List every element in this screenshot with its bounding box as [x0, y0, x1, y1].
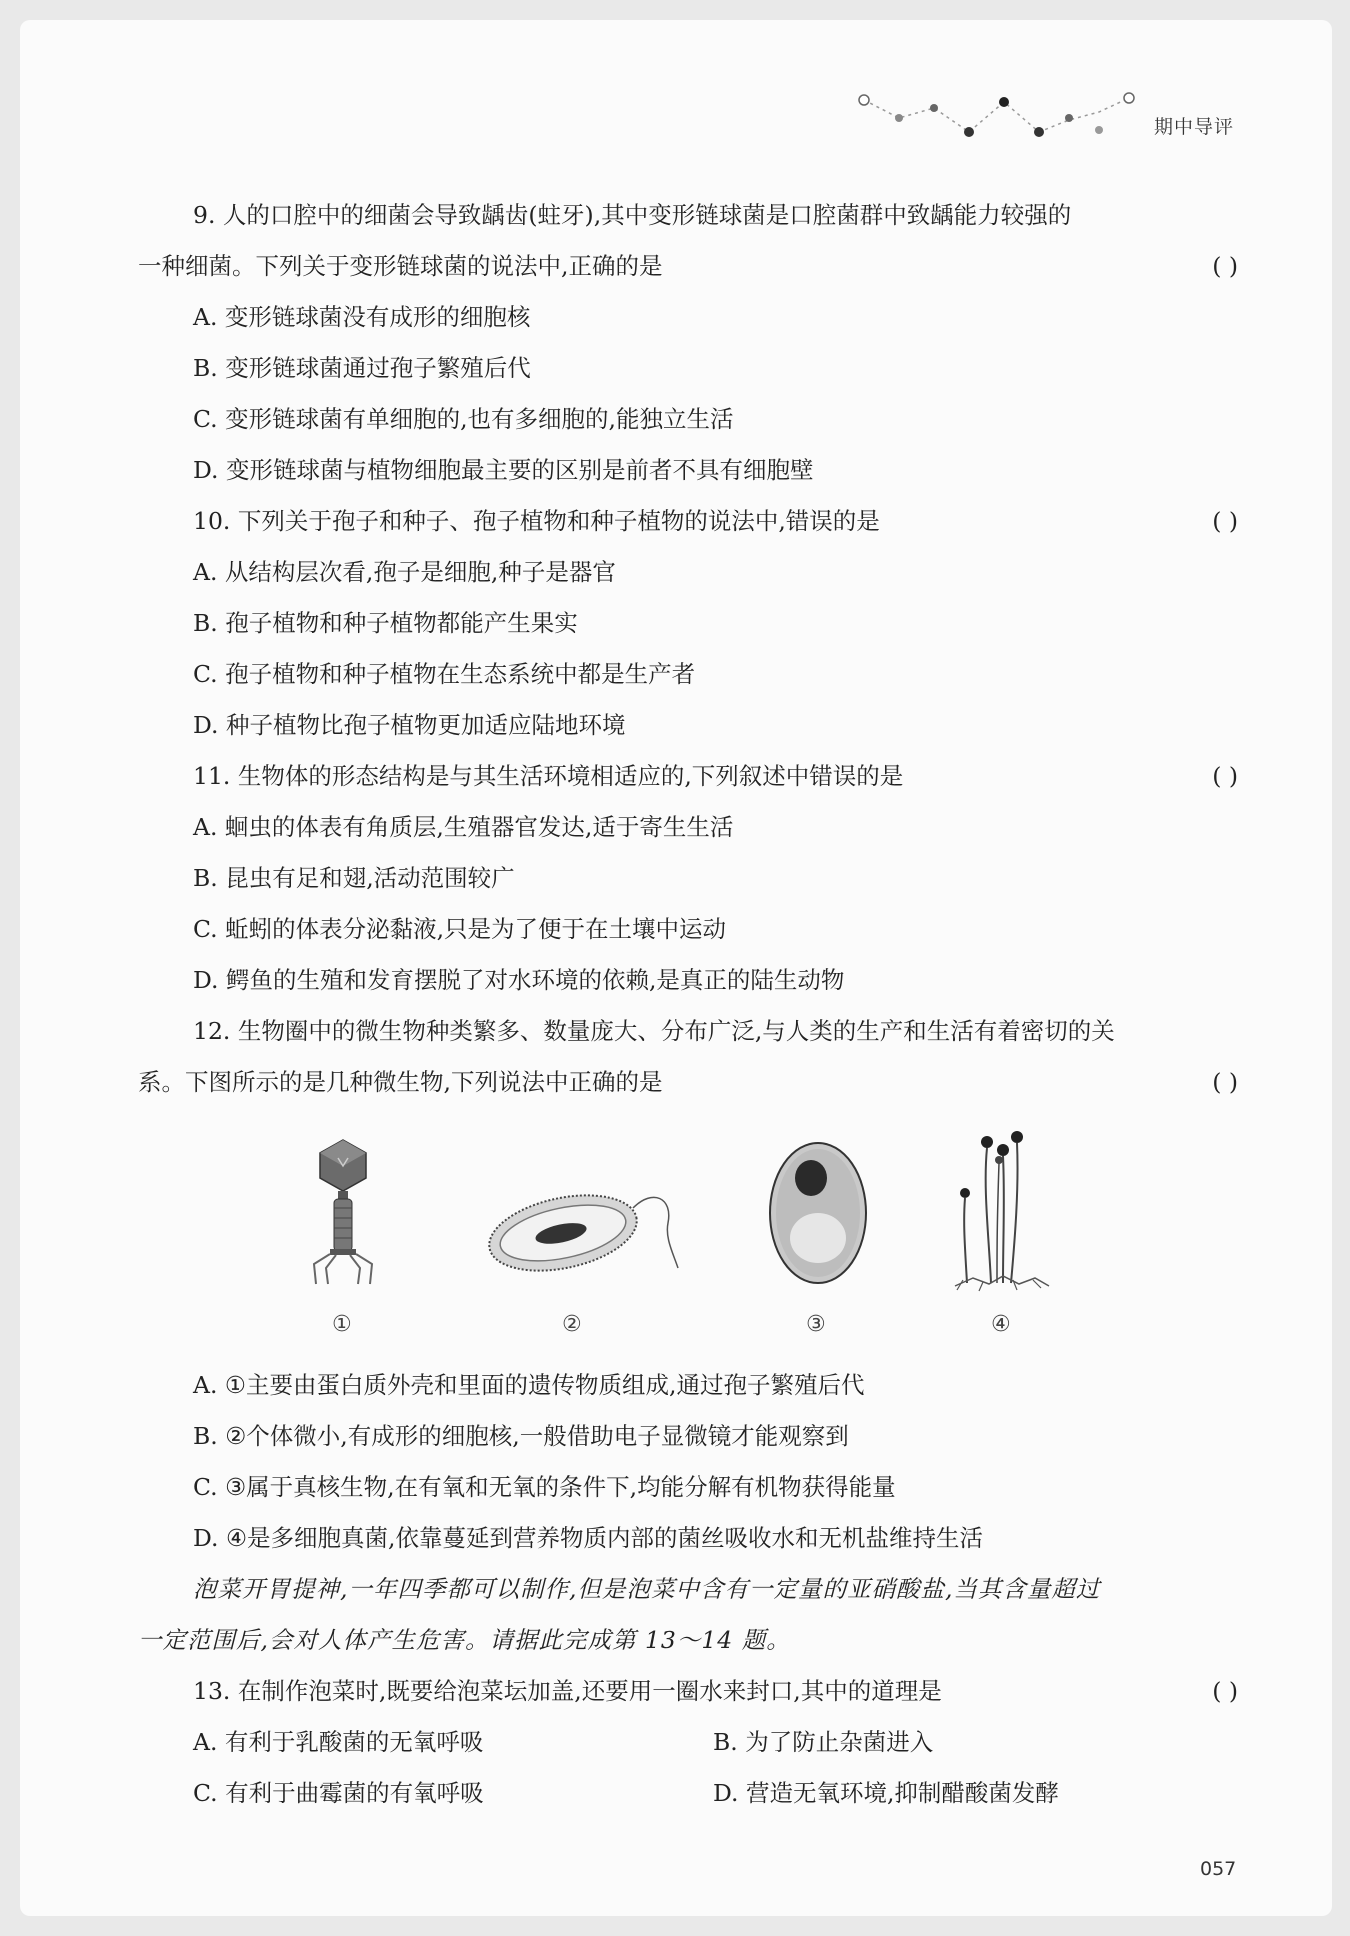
q11-stem-text: 11. 生物体的形态结构是与其生活环境相适应的,下列叙述中错误的是	[193, 762, 904, 790]
q12-stem-line1: 12. 生物圈中的微生物种类繁多、数量庞大、分布广泛,与人类的生产和生活有着密切的关	[193, 1017, 1115, 1045]
q11-option-a: A. 蛔虫的体表有角质层,生殖器官发达,适于寄生生活	[193, 813, 734, 841]
page-number: 057	[1200, 1858, 1237, 1880]
q9-stem-line1: 9. 人的口腔中的细菌会导致龋齿(蛀牙),其中变形链球菌是口腔菌群中致龋能力较强的	[193, 201, 1072, 229]
figure-label-4: ④	[991, 1312, 1011, 1337]
q9-option-a: A. 变形链球菌没有成形的细胞核	[193, 303, 531, 331]
q9-option-c: C. 变形链球菌有单细胞的,也有多细胞的,能独立生活	[193, 405, 734, 433]
bacterium-illustration	[483, 1178, 683, 1288]
q13-answer-bracket: ( )	[1212, 1677, 1238, 1705]
q9-answer-bracket: ( )	[1212, 252, 1238, 280]
q10-answer-bracket: ( )	[1212, 507, 1238, 535]
q10-option-b: B. 孢子植物和种子植物都能产生果实	[193, 609, 578, 637]
q10-option-d: D. 种子植物比孢子植物更加适应陆地环境	[193, 711, 626, 739]
q13-option-c: C. 有利于曲霉菌的有氧呼吸	[193, 1779, 484, 1807]
q11-stem	[138, 751, 1238, 802]
section-title: 期中导评	[1154, 116, 1235, 138]
q12-answer-bracket: ( )	[1212, 1068, 1238, 1096]
passage-line2: 一定范围后,会对人体产生危害。请据此完成第 13～14 题。	[138, 1626, 791, 1654]
q13-stem-text: 13. 在制作泡菜时,既要给泡菜坛加盖,还要用一圈水来封口,其中的道理是	[193, 1677, 942, 1705]
q9-option-b: B. 变形链球菌通过孢子繁殖后代	[193, 354, 531, 382]
header-dots-ornament	[844, 90, 1144, 150]
passage-line1: 泡菜开胃提神,一年四季都可以制作,但是泡菜中含有一定量的亚硝酸盐,当其含量超过	[193, 1575, 1101, 1603]
q13-option-d: D. 营造无氧环境,抑制醋酸菌发酵	[713, 1779, 1059, 1807]
figure-label-2: ②	[562, 1312, 582, 1337]
q12-option-d: D. ④是多细胞真菌,依靠蔓延到营养物质内部的菌丝吸收水和无机盐维持生活	[193, 1524, 983, 1552]
figure-label-3: ③	[806, 1312, 826, 1337]
q9-stem-text: 一种细菌。下列关于变形链球菌的说法中,正确的是	[138, 252, 663, 280]
exam-page	[20, 20, 1332, 1916]
q10-option-a: A. 从结构层次看,孢子是细胞,种子是器官	[193, 558, 616, 586]
virus-illustration	[308, 1136, 378, 1286]
q10-stem	[138, 496, 1238, 547]
q9-stem-line2	[138, 241, 1238, 292]
q12-stem-text: 系。下图所示的是几种微生物,下列说法中正确的是	[138, 1068, 663, 1096]
q13-option-b: B. 为了防止杂菌进入	[713, 1728, 934, 1756]
q12-option-c: C. ③属于真核生物,在有氧和无氧的条件下,均能分解有机物获得能量	[193, 1473, 896, 1501]
yeast-illustration	[763, 1138, 873, 1288]
q12-option-b: B. ②个体微小,有成形的细胞核,一般借助电子显微镜才能观察到	[193, 1422, 849, 1450]
q13-options-row2	[138, 1768, 1238, 1819]
q12-stem-line2	[138, 1057, 1238, 1108]
microorganism-figure	[138, 1108, 1238, 1360]
q13-options-row1	[138, 1717, 1238, 1768]
question-content	[138, 190, 1238, 1819]
q10-stem-text: 10. 下列关于孢子和种子、孢子植物和种子植物的说法中,错误的是	[193, 507, 880, 535]
q13-option-a: A. 有利于乳酸菌的无氧呼吸	[193, 1728, 484, 1756]
mold-illustration	[953, 1128, 1053, 1293]
figure-label-1: ①	[332, 1312, 352, 1337]
q11-answer-bracket: ( )	[1212, 762, 1238, 790]
q10-option-c: C. 孢子植物和种子植物在生态系统中都是生产者	[193, 660, 696, 688]
q11-option-c: C. 蚯蚓的体表分泌黏液,只是为了便于在土壤中运动	[193, 915, 727, 943]
q11-option-d: D. 鳄鱼的生殖和发育摆脱了对水环境的依赖,是真正的陆生动物	[193, 966, 845, 994]
q9-option-d: D. 变形链球菌与植物细胞最主要的区别是前者不具有细胞壁	[193, 456, 814, 484]
q11-option-b: B. 昆虫有足和翅,活动范围较广	[193, 864, 515, 892]
q13-stem	[138, 1666, 1238, 1717]
q12-option-a: A. ①主要由蛋白质外壳和里面的遗传物质组成,通过孢子繁殖后代	[193, 1371, 865, 1399]
